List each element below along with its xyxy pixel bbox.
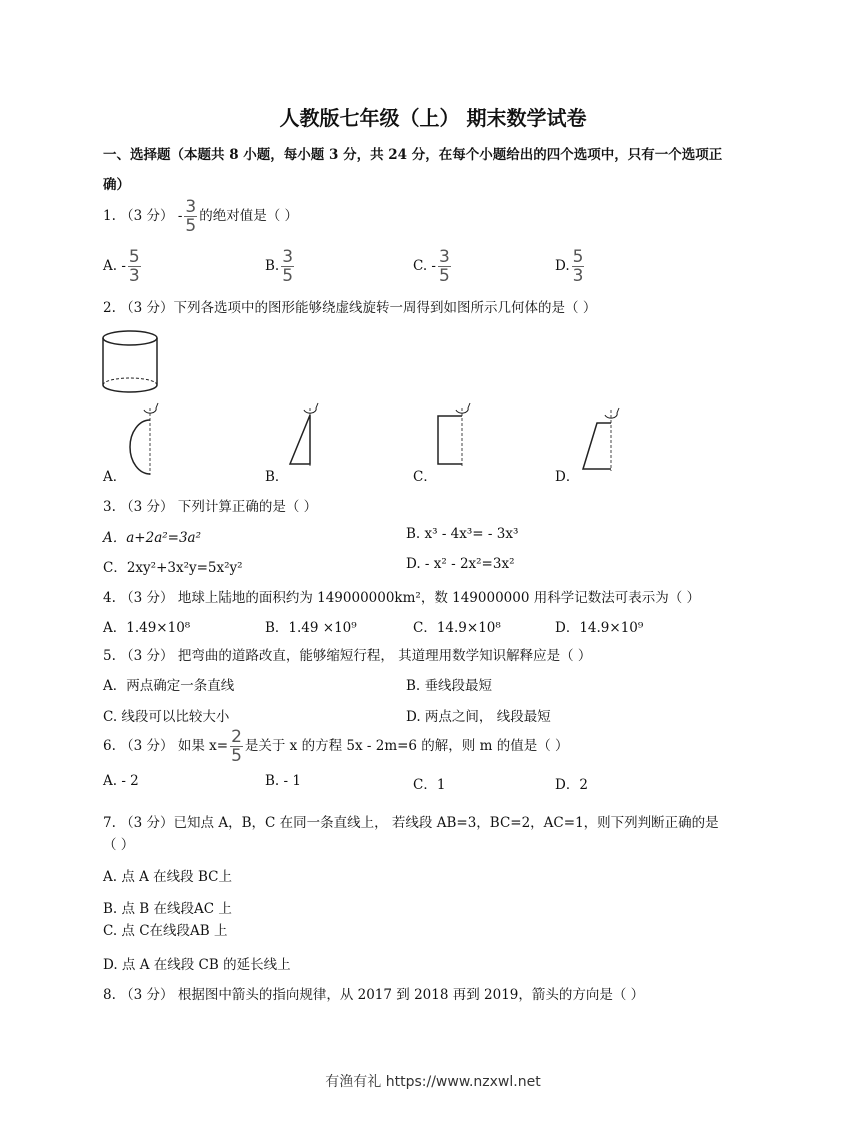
q2-option-c: C． <box>413 469 437 485</box>
fraction: $\frac{2}{5}$ <box>231 727 242 766</box>
q6-option-d: D．2 <box>555 777 588 793</box>
q4-option-a: A．1.49×10⁸ <box>103 620 191 636</box>
q5-option-d: D. 两点之间， 线段最短 <box>406 709 551 725</box>
question-3: 3. （3 分） 下列计算正确的是（ ） <box>103 499 318 515</box>
rectangle-figure <box>430 400 480 470</box>
fraction: $\frac{3}{5}$ <box>185 197 197 236</box>
triangle-figure <box>280 400 330 470</box>
question-4: 4. （3 分） 地球上陆地的面积约为 149000000km²，数 149000000 用科学记数法可表示为（ ） <box>103 590 701 606</box>
q5-option-c: C. 线段可以比较大小 <box>103 709 230 725</box>
q4-option-c: C．14.9×10⁸ <box>413 620 501 636</box>
q1-prefix: 1. （3 分） - <box>103 208 183 224</box>
q3-option-c: C．2xy²+3x²y=5x²y² <box>103 560 243 576</box>
q7-option-b: B. 点 B 在线段AC 上 <box>103 901 232 917</box>
q1-suffix: 的绝对值是（ ） <box>199 208 299 224</box>
q1-option-d: D. $\frac{5}{3}$ <box>555 247 584 286</box>
q3-option-a: A．a+2a²=3a² <box>103 530 202 546</box>
q3-option-d: D. - x² - 2x²=3x² <box>406 556 515 572</box>
q1-option-a: A. - $\frac{5}{3}$ <box>103 247 140 286</box>
cylinder-figure <box>100 328 162 398</box>
q5-option-b: B. 垂线段最短 <box>406 678 493 694</box>
q6-option-c: C．1 <box>413 777 446 793</box>
question-8: 8. （3 分） 根据图中箭头的指向规律，从 2017 到 2018 再到 2019，箭头的方向是（ ） <box>103 987 645 1003</box>
q6-option-a: A. - 2 <box>103 773 139 789</box>
q1-option-b: B. $\frac{3}{5}$ <box>265 247 294 286</box>
section-heading: 一、选择题（本题共 8 小题，每小题 3 分，共 24 分，在每个小题给出的四个选项中，只有一个选项正 <box>103 147 723 163</box>
question-1 <box>103 198 298 235</box>
q4-option-b: B．1.49 ×10⁹ <box>265 620 357 636</box>
page-title: 人教版七年级（上） 期末数学试卷 <box>279 106 587 130</box>
question-6: 6. （3 分） 如果 x= $\frac{2}{5}$ 是关于 x 的方程 5x - 2m=6 的解，则 m 的值是（ ） <box>103 727 569 766</box>
trapezoid-figure <box>575 405 625 475</box>
q7-option-d: D. 点 A 在线段 CB 的延长线上 <box>103 957 291 973</box>
question-7-cont: （ ） <box>103 837 135 853</box>
question-2: 2. （3 分）下列各选项中的图形能够绕虚线旋转一周得到如图所示几何体的是（ ） <box>103 300 597 316</box>
q3-option-b: B. x³ - 4x³= - 3x³ <box>406 526 519 542</box>
q2-option-b: B． <box>265 469 289 485</box>
q5-option-a: A．两点确定一条直线 <box>103 678 235 694</box>
footer-watermark: 有渔有礼 https://www.nzxwl.net <box>325 1074 541 1090</box>
question-7: 7. （3 分）已知点 A，B，C 在同一条直线上， 若线段 AB=3，BC=2，AC=1，则下列判断正确的是 <box>103 815 719 831</box>
q2-option-a: A． <box>103 469 127 485</box>
q6-option-b: B. - 1 <box>265 773 301 789</box>
q1-option-c: C. - $\frac{3}{5}$ <box>413 247 450 286</box>
semicircle-figure <box>120 400 170 478</box>
q7-option-c: C. 点 C在线段AB 上 <box>103 923 228 939</box>
q4-option-d: D．14.9×10⁹ <box>555 620 644 636</box>
q2-option-d: D． <box>555 469 580 485</box>
q7-option-a: A. 点 A 在线段 BC上 <box>103 869 232 885</box>
question-5: 5. （3 分） 把弯曲的道路改直，能够缩短行程， 其道理用数学知识解释应是（ ） <box>103 648 592 664</box>
section-heading-cont: 确） <box>103 177 130 193</box>
